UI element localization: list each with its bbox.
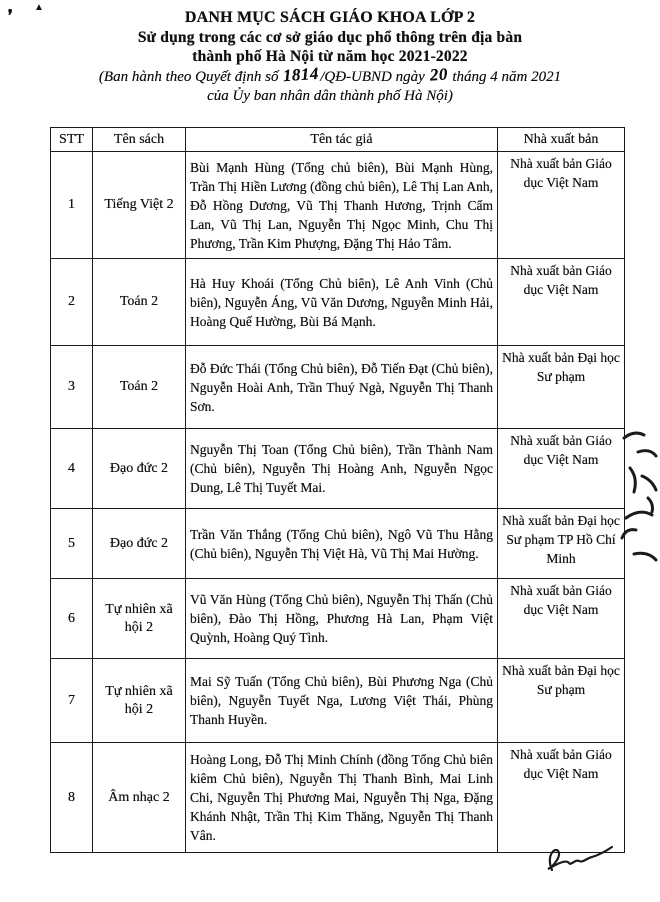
row-book-title: Âm nhạc 2 bbox=[93, 743, 186, 853]
row-book-title: Đạo đức 2 bbox=[93, 429, 186, 509]
row-publisher: Nhà xuất bản Đại học Sư phạm bbox=[498, 659, 625, 743]
row-authors: Mai Sỹ Tuấn (Tổng Chủ biên), Bùi Phương Nga (Chủ biên), Nguyễn Tuyết Nga, Lương Việt Thái, Phùng Thanh Huyền. bbox=[186, 659, 498, 743]
row-authors: Đỗ Đức Thái (Tổng Chủ biên), Đỗ Tiến Đạt (Chủ biên), Nguyễn Hoài Anh, Trần Thuý Ngà, Nguyễn Thị Thanh Sơn. bbox=[186, 346, 498, 429]
row-stt: 1 bbox=[51, 152, 93, 259]
row-authors: Bùi Mạnh Hùng (Tổng chủ biên), Bùi Mạnh Hùng, Trần Thị Hiền Lương (đồng chủ biên), Lê Thị Lan Anh, Đỗ Hồng Dương, Vũ Thị Thanh Hương, Trịnh Cẩm Lan, Vũ Thị Lan, Nguyễn Thị Ngọc Minh, Chu Thị Phương, Trần Kim Phượng, Đặng Thị Hảo Tâm. bbox=[186, 152, 498, 259]
document-header bbox=[0, 8, 660, 105]
handwritten-decision-number: 1814 bbox=[282, 63, 320, 85]
row-stt: 4 bbox=[51, 429, 93, 509]
row-book-title: Tự nhiên xã hội 2 bbox=[93, 659, 186, 743]
signature-scribble-icon bbox=[540, 842, 616, 878]
row-book-title: Tự nhiên xã hội 2 bbox=[93, 579, 186, 659]
row-authors: Nguyễn Thị Toan (Tổng Chủ biên), Trần Thành Nam (Chủ biên), Nguyễn Thị Hoàng Anh, Nguyễn Ngọc Dung, Lê Thị Tuyết Mai. bbox=[186, 429, 498, 509]
row-stt: 8 bbox=[51, 743, 93, 853]
table-row bbox=[51, 152, 625, 259]
header-authors: Tên tác giả bbox=[186, 128, 498, 152]
doc-title-line2: Sử dụng trong các cơ sở giáo dục phổ thông trên địa bàn bbox=[137, 28, 523, 46]
row-publisher: Nhà xuất bản Đại học Sư phạm TP Hồ Chí Minh bbox=[498, 509, 625, 579]
row-publisher: Nhà xuất bản Giáo dục Việt Nam bbox=[498, 579, 625, 659]
row-book-title: Tiếng Việt 2 bbox=[93, 152, 186, 259]
table-row bbox=[51, 509, 625, 579]
row-book-title: Toán 2 bbox=[93, 259, 186, 346]
textbook-table bbox=[50, 127, 625, 853]
handwriting-scribble-icon bbox=[614, 426, 660, 578]
row-authors: Hoàng Long, Đỗ Thị Minh Chính (đồng Tổng Chủ biên kiêm Chủ biên), Nguyễn Thị Thanh Bình, Mai Linh Chi, Nguyễn Thị Phương Mai, Nguyễn Thị Nga, Đặng Khánh Nhật, Trần Thị Kim Thăng, Nguyễn Thị Thanh Vân. bbox=[186, 743, 498, 853]
issued-text-post: tháng 4 năm 2021 bbox=[452, 68, 562, 85]
row-book-title: Đạo đức 2 bbox=[93, 509, 186, 579]
handwritten-day-number: 20 bbox=[428, 63, 449, 85]
row-authors: Vũ Văn Hùng (Tổng Chủ biên), Nguyễn Thị Thấn (Chủ biên), Đào Thị Hồng, Phương Hà Lan, Phạm Việt Quỳnh, Hoàng Quý Tình. bbox=[186, 579, 498, 659]
table-row bbox=[51, 429, 625, 509]
header-stt: STT bbox=[51, 128, 93, 152]
doc-issued-line2: của Ủy ban nhân dân thành phố Hà Nội) bbox=[207, 87, 453, 104]
table-row bbox=[51, 579, 625, 659]
row-stt: 2 bbox=[51, 259, 93, 346]
doc-title-line3: thành phố Hà Nội từ năm học 2021-2022 bbox=[192, 48, 468, 65]
table-row bbox=[51, 659, 625, 743]
table-row bbox=[51, 346, 625, 429]
row-authors: Trần Văn Thắng (Tổng Chủ biên), Ngô Vũ Thu Hằng (Chủ biên), Nguyễn Thị Việt Hà, Vũ Thị Mai Hường. bbox=[186, 509, 498, 579]
row-publisher: Nhà xuất bản Đại học Sư phạm bbox=[498, 346, 625, 429]
row-publisher: Nhà xuất bản Giáo dục Việt Nam bbox=[498, 259, 625, 346]
row-stt: 5 bbox=[51, 509, 93, 579]
scan-artifact-triangle-icon: ▲ bbox=[34, 2, 44, 13]
row-publisher: Nhà xuất bản Giáo dục Việt Nam bbox=[498, 429, 625, 509]
issued-text-pre: (Ban hành theo Quyết định số bbox=[98, 68, 279, 85]
doc-title-line1: DANH MỤC SÁCH GIÁO KHOA LỚP 2 bbox=[184, 9, 476, 26]
table-header-row bbox=[51, 128, 625, 152]
table-row bbox=[51, 743, 625, 853]
issued-text-mid: /QĐ-UBND ngày bbox=[320, 68, 425, 85]
row-publisher: Nhà xuất bản Giáo dục Việt Nam bbox=[498, 743, 625, 853]
header-book-title: Tên sách bbox=[93, 128, 186, 152]
row-stt: 3 bbox=[51, 346, 93, 429]
doc-issued-line1 bbox=[0, 63, 660, 86]
row-publisher: Nhà xuất bản Giáo dục Việt Nam bbox=[498, 152, 625, 259]
header-publisher: Nhà xuất bản bbox=[498, 128, 625, 152]
scan-artifact-comma-icon: ❜ bbox=[5, 7, 14, 26]
row-book-title: Toán 2 bbox=[93, 346, 186, 429]
row-stt: 6 bbox=[51, 579, 93, 659]
row-stt: 7 bbox=[51, 659, 93, 743]
row-authors: Hà Huy Khoái (Tổng Chủ biên), Lê Anh Vinh (Chủ biên), Nguyễn Áng, Vũ Văn Dương, Nguyễn Minh Hải, Hoàng Quế Hường, Bùi Bá Mạnh. bbox=[186, 259, 498, 346]
table-row bbox=[51, 259, 625, 346]
